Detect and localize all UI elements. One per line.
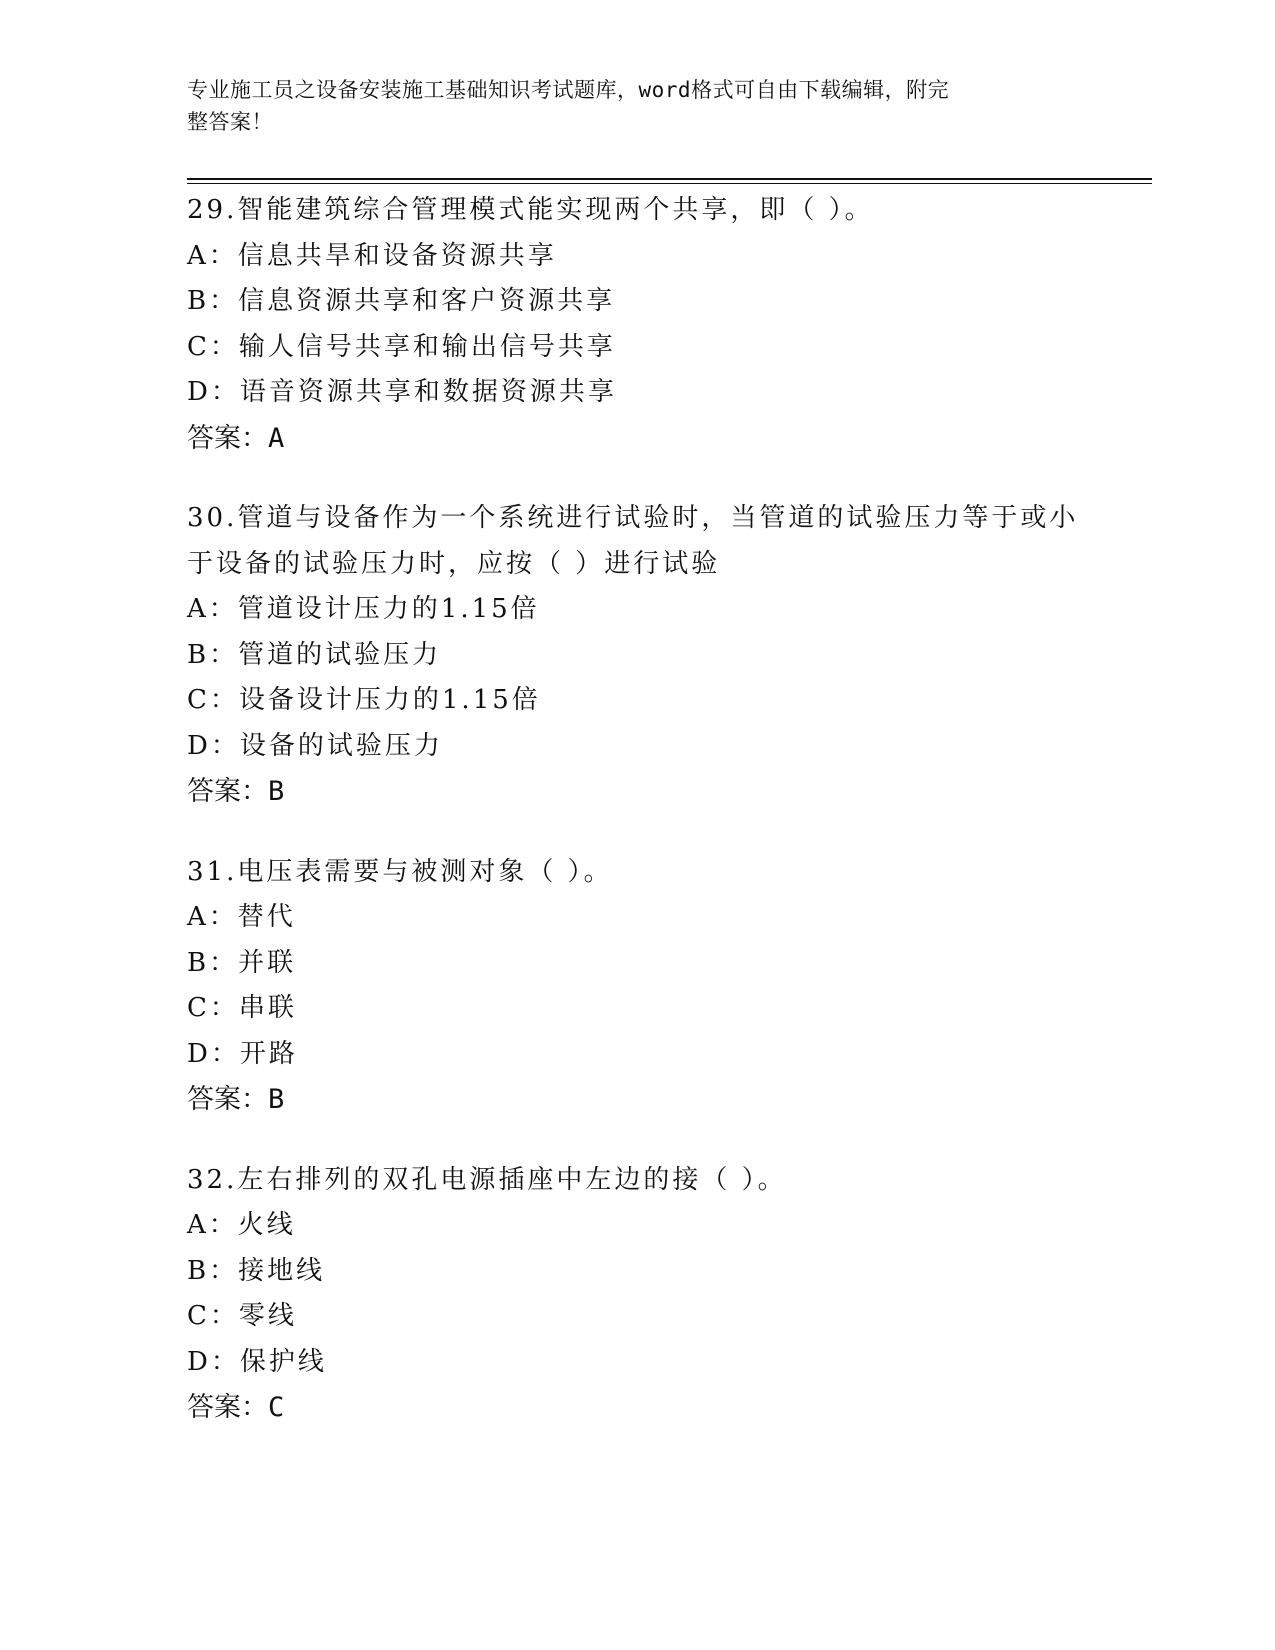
question-32	[187, 1158, 1087, 1431]
header-title-line-2: 整答案！	[187, 110, 273, 134]
answer-label: 答案：B	[187, 776, 285, 807]
option-d: D：语音资源共享和数据资源共享	[187, 377, 617, 407]
option-d: D：开路	[187, 1038, 298, 1069]
document-header	[187, 74, 1067, 138]
option-a: A：信息共旱和设备资源共享	[187, 240, 557, 271]
option-a: A：替代	[187, 902, 296, 932]
answer-label: 答案：C	[187, 1392, 285, 1423]
question-stem: 30.管道与设备作为一个系统进行试验时，当管道的试验压力等于或小于设备的试验压力时，应按（ ）进行试验	[187, 503, 1079, 579]
question-stem: 29.智能建筑综合管理模式能实现两个共享，即（ ）。	[187, 195, 874, 225]
option-b: B：信息资源共享和客户资源共享	[187, 286, 616, 316]
answer-label: 答案：B	[187, 1084, 285, 1115]
option-c: C：串联	[187, 993, 297, 1023]
option-a: A：火线	[187, 1210, 296, 1240]
option-a: A：管道设计压力的1.15倍	[187, 594, 540, 624]
question-list	[187, 188, 1087, 1466]
question-30	[187, 496, 1087, 815]
option-b: B：并联	[187, 947, 297, 978]
question-29	[187, 188, 1087, 461]
question-31	[187, 850, 1087, 1123]
answer-label: 答案：A	[187, 422, 285, 454]
option-c: C：零线	[187, 1301, 297, 1331]
header-divider-thin	[187, 183, 1152, 184]
header-title-line-1: 专业施工员之设备安装施工基础知识考试题库，word格式可自由下载编辑，附完	[187, 78, 950, 102]
option-b: B：管道的试验压力	[187, 639, 442, 670]
question-stem: 32.左右排列的双孔电源插座中左边的接（ ）。	[187, 1164, 787, 1195]
option-b: B：接地线	[187, 1255, 326, 1286]
option-c: C：设备设计压力的1.15倍	[187, 685, 541, 715]
option-d: D：设备的试验压力	[187, 730, 443, 761]
question-stem: 31.电压表需要与被测对象（ ）。	[187, 856, 613, 887]
header-divider-thick	[187, 178, 1152, 180]
option-d: D：保护线	[187, 1346, 327, 1377]
option-c: C：输人信号共享和输出信号共享	[187, 331, 616, 362]
